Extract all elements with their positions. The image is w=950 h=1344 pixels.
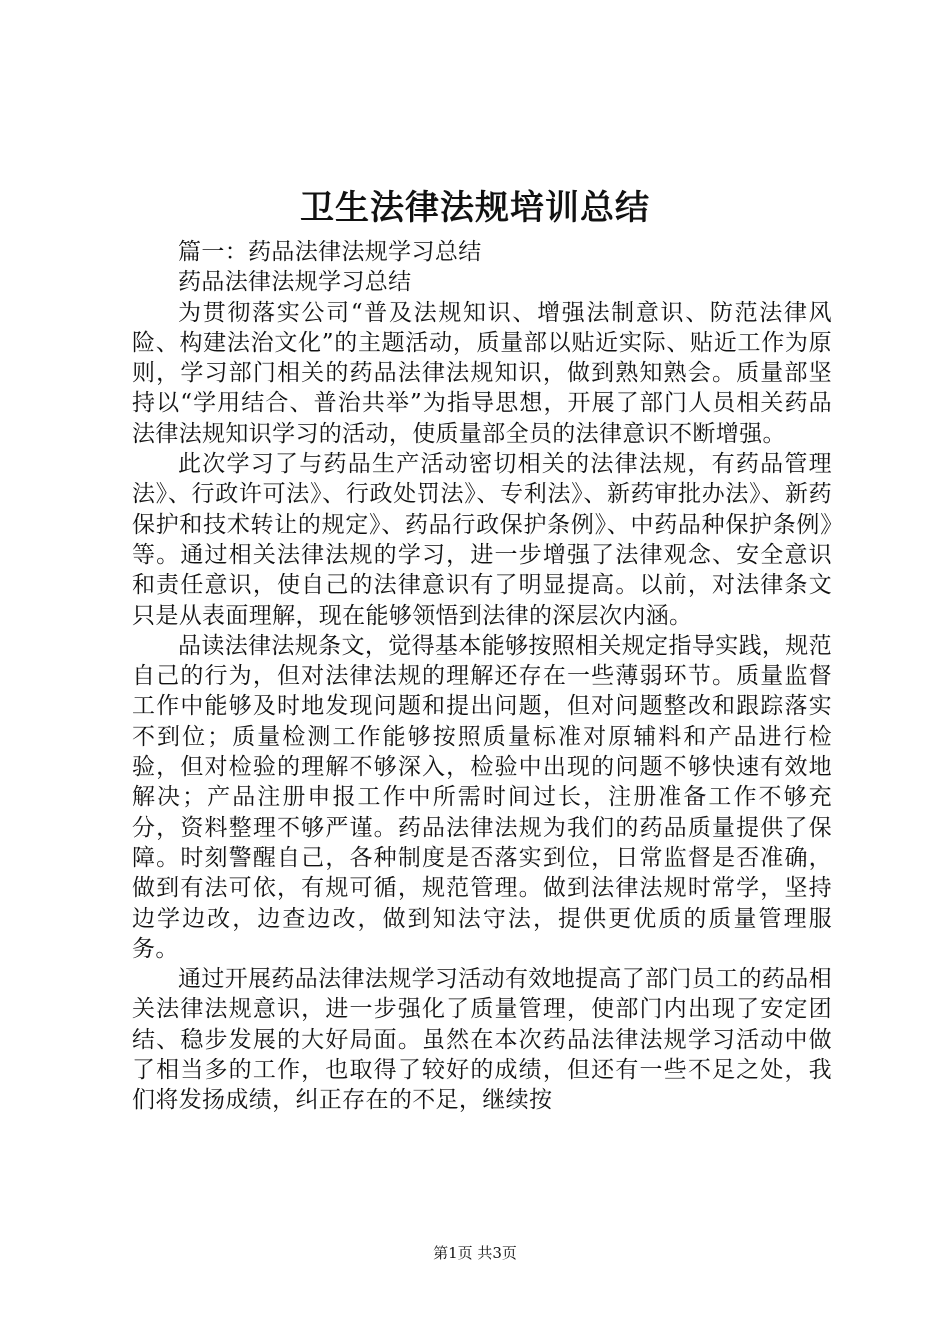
body-paragraph: 此次学习了与药品生产活动密切相关的法律法规，有药品管理法》、行政许可法》、行政处罚法》、专利法》、新药审批办法》、新药保护和技术转让的规定》、药品行政保护条例》、中药品种保护条例》等。通过相关法律法规的学习，进一步增强了法律观念、安全意识和责任意识，使自己的法律意识有了明显提高。以前，对法律条文只是从表面理解，现在能够领悟到法律的深层次内涵。 <box>132 451 832 629</box>
document-title: 卫生法律法规培训总结 <box>300 188 650 228</box>
body-paragraph: 为贯彻落实公司“普及法规知识、增强法制意识、防范法律风险、构建法治文化”的主题活动，质量部以贴近实际、贴近工作为原则，学习部门相关的药品法律法规知识，做到熟知熟会。质量部坚持以“学用结合、普治共举”为指导思想，开展了部门人员相关药品法律法规知识学习的活动，使质量部全员的法律意识不断增强。 <box>132 299 832 447</box>
section-heading: 篇一：药品法律法规学习总结 <box>178 239 482 265</box>
body-paragraph: 品读法律法规条文，觉得基本能够按照相关规定指导实践，规范自己的行为，但对法律法规的理解还存在一些薄弱环节。质量监督工作中能够及时地发现问题和提出问题，但对问题整改和跟踪落实不到位；质量检测工作能够按照质量标准对原辅料和产品进行检验，但对检验的理解不够深入，检验中出现的问题不够快速有效地解决；产品注册申报工作中所需时间过长，注册准备工作不够充分，资料整理不够严谨。药品法律法规为我们的药品质量提供了保障。时刻警醒自己，各种制度是否落实到位，日常监督是否准确，做到有法可依，有规可循，规范管理。做到法律法规时常学，坚持边学边改，边查边改，做到知法守法，提供更优质的质量管理服务。 <box>132 632 832 962</box>
subsection-heading: 药品法律法规学习总结 <box>178 269 412 296</box>
body-paragraph: 通过开展药品法律法规学习活动有效地提高了部门员工的药品相关法律法规意识，进一步强化了质量管理，使部门内出现了安定团结、稳步发展的大好局面。虽然在本次药品法律法规学习活动中做了相当多的工作，也取得了较好的成绩，但还有一些不足之处，我们将发扬成绩，纠正存在的不足，继续按 <box>132 966 832 1114</box>
page-footer: 第1页 共3页 <box>433 1244 517 1262</box>
document-body <box>132 237 832 1116</box>
